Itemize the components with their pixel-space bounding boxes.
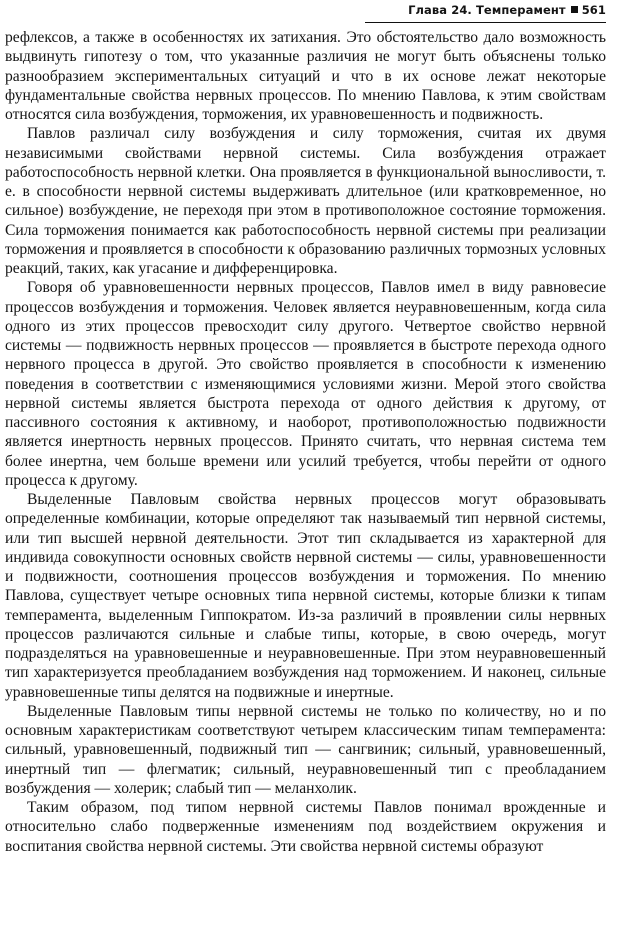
running-head-text xyxy=(408,3,606,17)
paragraph: Павлов различал силу возбуждения и силу торможения, считая их двумя независимыми свойствами нервной системы. Сила возбуждения отражает работоспособность нервной клетки. Она проявляется в функциональной выносливости, т. е. в способности нервной системы выдерживать длительное (или кратковременное, но сильное) возбуждение, не переходя при этом в противоположное состояние торможения. Сила торможения понимается как работоспособность нервной системы при реализации торможения и проявляется в способности к образованию различных тормозных условных реакций, таких, как угасание и дифференцировка. xyxy=(5,125,606,277)
paragraph: Говоря об уравновешенности нервных процессов, Павлов имел в виду равновесие процессов возбуждения и торможения. Человек является неуравновешенным, когда сила одного из этих процессов превосходит силу другого. Четвертое свойство нервной системы — подвижность нервных процессов — проявляется в быстроте перехода одного нервного процесса в другой. Это свойство проявляется в способности к изменению поведения в соответствии с изменяющимися условиями жизни. Мерой этого свойства нервной системы является быстрота перехода от одного действия к другому, от пассивного состояния к активному, и наоборот, противоположностью подвижности является инертность нервных процессов. Принято считать, что нервная система тем более инертна, чем больше времени или усилий требуется, чтобы перейти от одного процесса к другому. xyxy=(5,279,606,489)
body-text xyxy=(5,28,606,856)
paragraph: Выделенные Павловым типы нервной системы не только по количеству, но и по основным характеристикам соответствуют четырем классическим типам темперамента: сильный, уравновешенный, подвижный тип — сангвиник; сильный, уравновешенный, инертный тип — флегматик; сильный, неуравновешенный тип с преобладанием возбуждения — холерик; слабый тип — меланхолик. xyxy=(5,702,606,797)
square-bullet-icon xyxy=(571,6,578,13)
running-head xyxy=(365,0,606,23)
page-number: 561 xyxy=(581,3,606,17)
paragraph: Выделенные Павловым свойства нервных процессов могут образовывать определенные комбинации, которые определяют так называемый тип нервной системы, или тип высшей нервной деятельности. Этот тип складывается из характерной для индивида совокупности основных свойств нервной системы — силы, уравновешенности и подвижности, соотношения процессов возбуждения и торможения. По мнению Павлова, существует четыре основных типа нервной системы, которые близки к типам темперамента, выделенным Гиппократом. Из-за различий в проявлении силы нервных процессов различаются сильные и слабые типы, которые, в свою очередь, могут подразделяться на уравновешенные и неуравновешенные. При этом неуравновешенный тип характеризуется преобладанием возбуждения над торможением. И наконец, сильные уравновешенные типы делятся на подвижные и инертные. xyxy=(5,491,606,701)
paragraph: Таким образом, под типом нервной системы Павлов понимал врожденные и относительно слабо подверженные изменениям под воздействием окружения и воспитания свойства нервной системы. Эти свойства нервной системы образуют xyxy=(5,799,606,855)
paragraph-continued: рефлексов, а также в особенностях их затихания. Это обстоятельство дало возможность выдвинуть гипотезу о том, что указанные различия не могут быть объяснены только разнообразием экспериментальных ситуаций и что в их основе лежат некоторые фундаментальные свойства нервных процессов. По мнению Павлова, к этим свойствам относятся сила возбуждения, торможения, их уравновешенность и подвижность. xyxy=(5,29,606,123)
chapter-title: Глава 24. Темперамент xyxy=(408,3,566,17)
